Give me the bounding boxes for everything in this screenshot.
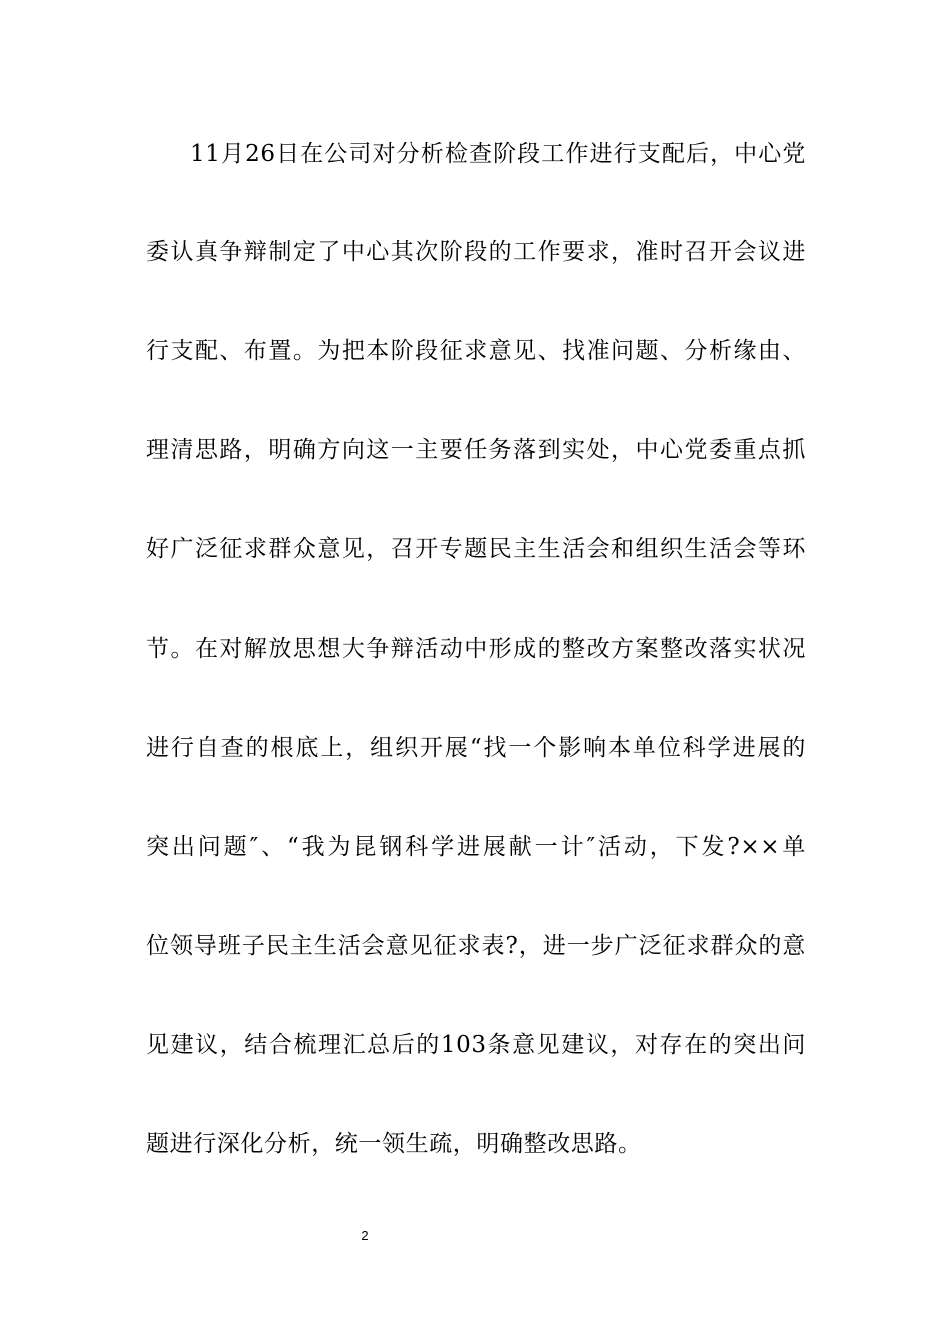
paragraph-line: 突出问题″、“我为昆钢科学进展献一计″活动，下发?××单 <box>146 834 806 860</box>
paragraph-line: 进行自查的根底上，组织开展“找一个影响本单位科学进展的 <box>146 735 806 761</box>
paragraph-line: 位领导班子民主生活会意见征求表?，进一步广泛征求群众的意 <box>146 933 806 959</box>
paragraph-line: 节。在对解放思想大争辩活动中形成的整改方案整改落实状况 <box>146 636 806 662</box>
paragraph-line: 理清思路，明确方向这一主要任务落到实处，中心党委重点抓 <box>146 437 806 463</box>
paragraph-line: 11月26日在公司对分析检查阶段工作进行支配后，中心党 <box>190 141 806 167</box>
paragraph-line: 题进行深化分析，统一领生疏，明确整改思路。 <box>146 1131 642 1157</box>
paragraph-line: 好广泛征求群众意见，召开专题民主生活会和组织生活会等环 <box>146 536 806 562</box>
paragraph-line: 委认真争辩制定了中心其次阶段的工作要求，准时召开会议进 <box>146 239 806 265</box>
paragraph-line: 行支配、布置。为把本阶段征求意见、找准问题、分析缘由、 <box>146 338 806 364</box>
paragraph-line: 见建议，结合梳理汇总后的103条意见建议，对存在的突出问 <box>146 1032 806 1058</box>
page-number: 2 <box>361 1228 369 1243</box>
